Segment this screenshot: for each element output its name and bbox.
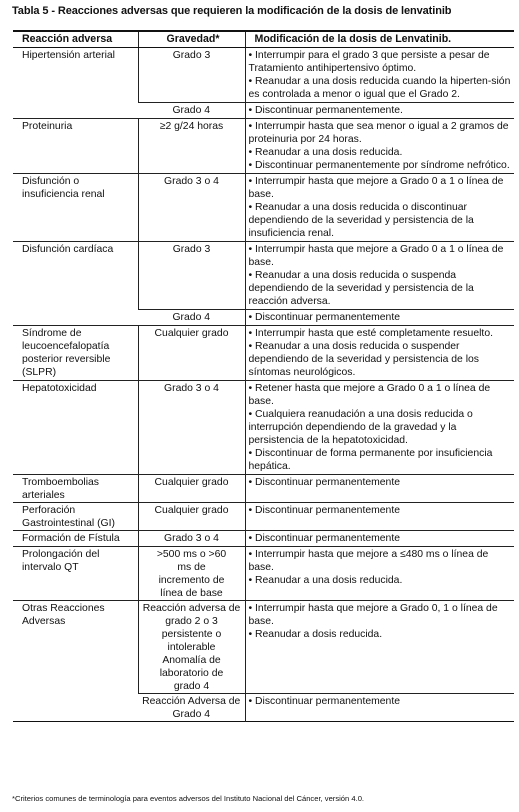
table-row — [13, 48, 514, 103]
modification-cell — [245, 310, 514, 326]
severity-cell — [138, 601, 245, 694]
reaction-cell: Formación de Fístula — [13, 531, 138, 547]
modification-line: • Interrumpir hasta que mejore a Grado 0, 1 o línea de base. — [248, 603, 498, 627]
modification-cell — [245, 503, 514, 531]
modification-line: • Discontinuar permanentemente. — [248, 105, 403, 116]
table-row — [13, 503, 514, 531]
table-row — [13, 601, 514, 694]
severity-cell: Grado 4 — [138, 310, 245, 326]
modification-line: • Reanudar a una dosis reducida o suspender dependiendo de la severidad y persistencia de los síntomas neurológicos. — [248, 341, 479, 378]
modification-cell — [245, 547, 514, 601]
modification-line: • Reanudar a dosis reducida. — [248, 629, 383, 640]
severity-cell: Cualquier grado — [138, 326, 245, 381]
reaction-cell: Perforación Gastrointestinal (GI) — [13, 503, 138, 531]
modification-line: • Interrumpir hasta que sea menor o igual a 2 gramos de proteinuria por 24 horas. — [248, 121, 509, 145]
modification-line: • Discontinuar permanentemente por síndrome nefrótico. — [248, 160, 510, 171]
modification-cell — [245, 119, 514, 174]
severity-cell: Grado 3 o 4 — [138, 531, 245, 547]
table-header-row — [13, 31, 514, 48]
header-severity: Gravedad* — [138, 31, 245, 48]
severity-cell: ≥2 g/24 horas — [138, 119, 245, 174]
modification-line: • Cualquiera reanudación a una dosis reducida o interrupción dependiendo de la gravedad y la persistencia de la hepatotoxicidad. — [248, 409, 473, 446]
modification-line: • Reanudar a una dosis reducida o suspenda dependiendo de la severidad y persistencia de la reacción adversa. — [248, 270, 474, 307]
severity-cell: >500 ms o >60 ms de incremento de línea de base — [138, 547, 245, 601]
severity-line: Anomalía de laboratorio de grado 4 — [159, 655, 224, 692]
table-row — [13, 119, 514, 174]
modification-line: • Interrumpir hasta que mejore a Grado 0 a 1 o línea de base. — [248, 244, 504, 268]
modification-line: • Discontinuar permanentemente — [248, 477, 400, 488]
table-row — [13, 174, 514, 242]
severity-cell: Cualquier grado — [138, 475, 245, 503]
severity-cell: Grado 3 — [138, 242, 245, 310]
modification-line: • Interrumpir hasta que mejore a ≤480 ms o línea de base. — [248, 549, 489, 573]
modification-cell — [245, 242, 514, 310]
severity-cell: Reacción Adversa de Grado 4 — [138, 694, 245, 722]
header-modification: Modificación de la dosis de Lenvatinib. — [245, 31, 514, 48]
table-title: Tabla 5 - Reacciones adversas que requieren la modificación de la dosis de lenvatinib — [12, 5, 452, 17]
modification-cell — [245, 174, 514, 242]
modification-line: • Discontinuar permanentemente — [248, 696, 400, 707]
severity-line: Reacción adversa de grado 2 o 3 persistente o intolerable — [142, 603, 241, 653]
table-row — [13, 531, 514, 547]
modification-cell — [245, 531, 514, 547]
modification-line: • Interrumpir para el grado 3 que persiste a pesar de Tratamiento antihipertensivo óptimo. — [248, 50, 490, 74]
modification-line: • Reanudar a una dosis reducida o discontinuar dependiendo de la severidad y persistencia de la insuficiencia renal. — [248, 202, 474, 239]
footnote: *Criterios comunes de terminología para eventos adversos del Instituto Nacional del Cáncer, versión 4.0. — [12, 794, 365, 803]
modification-line: • Reanudar a una dosis reducida cuando la hiperten-sión es controlada a menor o igual que el Grado 2. — [248, 76, 511, 100]
table-row — [13, 381, 514, 475]
severity-cell: Grado 3 o 4 — [138, 381, 245, 475]
reaction-cell: Tromboembolias arteriales — [13, 475, 138, 503]
modification-cell — [245, 326, 514, 381]
reaction-cell: Prolongación del intervalo QT — [13, 547, 138, 601]
modification-line: • Reanudar a una dosis reducida. — [248, 147, 403, 158]
modification-cell — [245, 381, 514, 475]
modification-cell — [245, 601, 514, 694]
severity-cell: Cualquier grado — [138, 503, 245, 531]
reaction-cell: Disfunción cardíaca — [13, 242, 138, 326]
modification-line: • Interrumpir hasta que mejore a Grado 0 a 1 o línea de base. — [248, 176, 504, 200]
reaction-cell: Proteinuria — [13, 119, 138, 174]
table-row — [13, 326, 514, 381]
modification-line: • Retener hasta que mejore a Grado 0 a 1 o línea de base. — [248, 383, 491, 407]
severity-cell: Grado 3 o 4 — [138, 174, 245, 242]
modification-line: • Discontinuar permanentemente — [248, 533, 400, 544]
dose-modification-table — [13, 30, 514, 722]
modification-line: • Interrumpir hasta que esté completamente resuelto. — [248, 328, 493, 339]
reaction-cell: Disfunción o insuficiencia renal — [13, 174, 138, 242]
header-reaction: Reacción adversa — [13, 31, 138, 48]
modification-cell — [245, 103, 514, 119]
reaction-cell: Síndrome de leucoencefalopatía posterior reversible (SLPR) — [13, 326, 138, 381]
modification-line: • Discontinuar permanentemente — [248, 505, 400, 516]
modification-cell — [245, 694, 514, 722]
table-row — [13, 242, 514, 310]
modification-cell — [245, 475, 514, 503]
reaction-cell: Otras Reacciones Adversas — [13, 601, 138, 722]
modification-line: • Reanudar a una dosis reducida. — [248, 575, 403, 586]
reaction-cell: Hipertensión arterial — [13, 48, 138, 119]
reaction-cell: Hepatotoxicidad — [13, 381, 138, 475]
modification-cell — [245, 48, 514, 103]
modification-line: • Discontinuar de forma permanente por insuficiencia hepática. — [248, 448, 493, 472]
severity-cell: Grado 4 — [138, 103, 245, 119]
modification-line: • Discontinuar permanentemente — [248, 312, 400, 323]
table-row — [13, 475, 514, 503]
severity-cell: Grado 3 — [138, 48, 245, 103]
table-row — [13, 547, 514, 601]
